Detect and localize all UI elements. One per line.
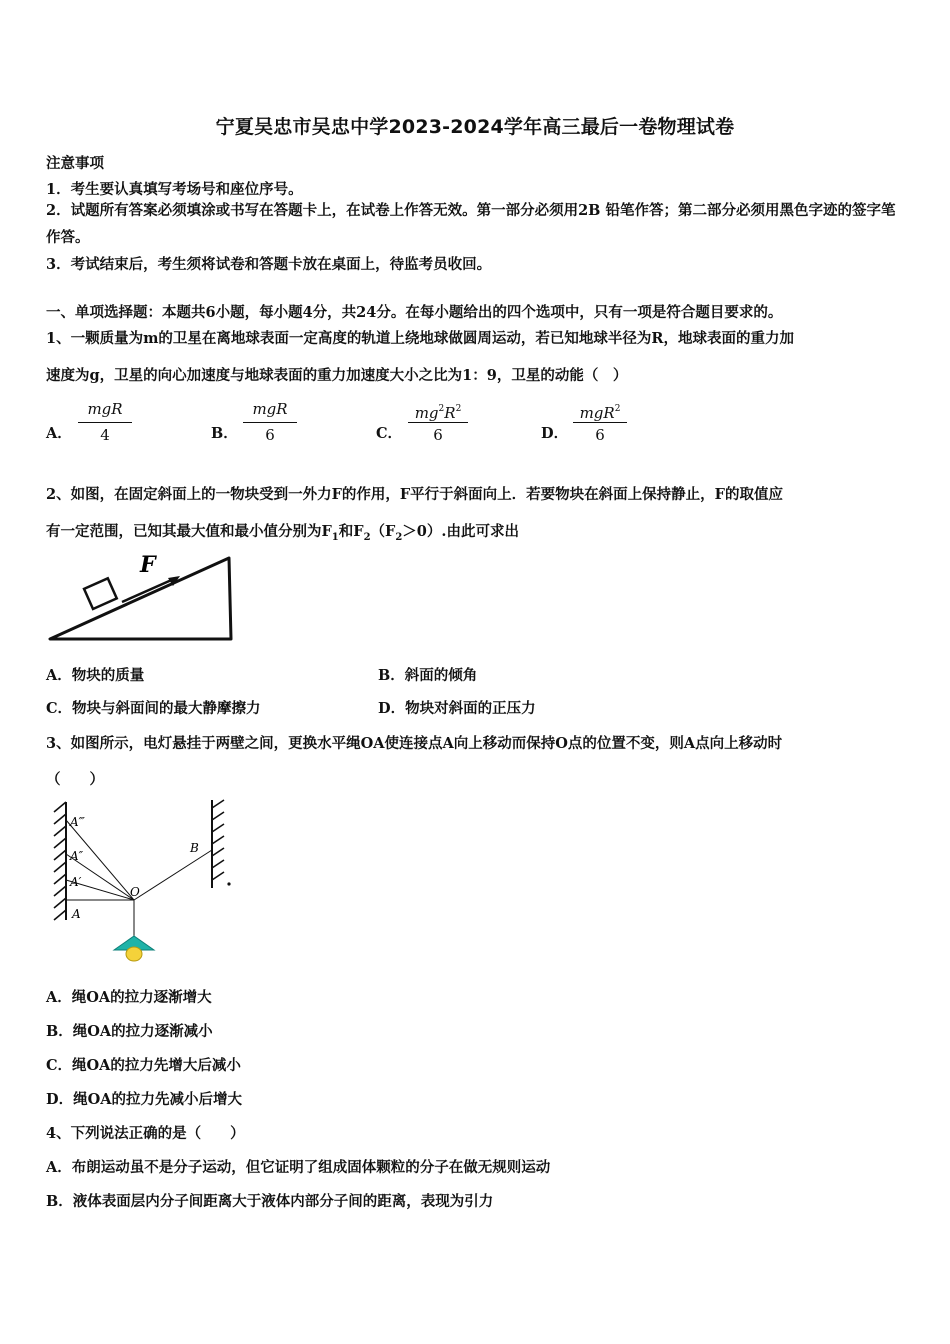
fraction-numerator: mgR	[87, 400, 123, 418]
fraction-bar	[78, 422, 132, 423]
fraction	[573, 398, 627, 445]
q1-stem-line2: 速度为g，卫星的向心加速度与地球表面的重力加速度大小之比为1：9，卫星的动能（ ）	[46, 367, 628, 384]
left-wall-hatching	[54, 802, 66, 920]
q2-stem-line2: 有一定范围，已知其最大值和最小值分别为$F_1$和$F_2(F_2>0)$.由此可求出	[46, 523, 519, 543]
q2-option-c[interactable]: C．物块与斜面间的最大静摩擦力	[46, 700, 261, 717]
q2-option-d[interactable]: D．物块对斜面的正压力	[378, 700, 536, 717]
q3-stem-line1: 3、如图所示，电灯悬挂于两壁之间，更换水平绳OA使连接点A向上移动而保持O点的位置不变，则A点向上移动时	[46, 735, 783, 752]
fraction	[78, 398, 132, 445]
right-wall-hatching	[212, 800, 224, 880]
rope-ob	[134, 850, 212, 900]
q3-option-b[interactable]: B．绳OA的拉力逐渐减小	[46, 1023, 213, 1040]
notice-heading: 注意事项	[46, 155, 104, 172]
fraction	[408, 398, 468, 445]
lamp-figure	[46, 798, 246, 973]
option-label: D．	[541, 425, 569, 442]
q3-stem-line2: （ ）	[46, 771, 104, 788]
q3-option-c[interactable]: C．绳OA的拉力先增大后减小	[46, 1057, 241, 1074]
q2-stem-line1: 2、如图，在固定斜面上的一物块受到一外力F的作用，F平行于斜面向上．若要物块在斜面上保持静止，F的取值应	[46, 486, 783, 503]
option-label: B．	[211, 425, 238, 442]
q2-option-a[interactable]: A．物块的质量	[46, 667, 145, 684]
lamp-bulb	[126, 947, 142, 961]
fraction-numerator: mgR$^2$	[579, 404, 621, 422]
fraction-bar	[243, 422, 297, 423]
label-b: B	[190, 841, 199, 855]
incline-figure	[46, 548, 241, 646]
ropes	[66, 820, 212, 938]
fraction-denominator: 6	[433, 426, 443, 444]
notice-item-1: 1．考生要认真填写考场号和座位序号。	[46, 181, 303, 198]
q1-stem-line1: 1、一颗质量为m的卫星在离地球表面一定高度的轨道上绕地球做圆周运动，若已知地球半径为R，地球表面的重力加	[46, 330, 794, 347]
q4-stem: 4、下列说法正确的是（ ）	[46, 1125, 245, 1142]
q2-option-b[interactable]: B．斜面的倾角	[378, 667, 478, 684]
block-rect	[84, 578, 117, 609]
block	[84, 578, 117, 609]
fraction-denominator: 6	[595, 426, 605, 444]
fraction-numerator: $mg^2R^2$	[414, 404, 462, 422]
label-a3: A‴	[70, 815, 85, 829]
section1-heading: 一、单项选择题：本题共6小题，每小题4分，共24分。在每小题给出的四个选项中，只有一项是符合题目要求的。	[46, 304, 783, 321]
force-label: F	[140, 552, 156, 578]
option-label: C．	[376, 425, 403, 442]
wall-dot	[227, 882, 230, 885]
page-title: 宁夏吴忠市吴忠中学2023-2024学年高三最后一卷物理试卷	[215, 116, 735, 138]
fraction-numerator: mgR	[252, 400, 288, 418]
q4-option-a[interactable]: A．布朗运动虽不是分子运动，但它证明了组成固体颗粒的分子在做无规则运动	[46, 1159, 551, 1176]
fraction	[243, 398, 297, 445]
fraction-bar	[408, 422, 468, 423]
q4-option-b[interactable]: B．液体表面层内分子间距离大于液体内部分子间的距离，表现为引力	[46, 1193, 494, 1210]
fraction-bar	[573, 422, 627, 423]
q3-option-d[interactable]: D．绳OA的拉力先减小后增大	[46, 1091, 242, 1108]
label-a: A	[72, 907, 81, 921]
fraction-denominator: 6	[265, 426, 275, 444]
q3-option-a[interactable]: A．绳OA的拉力逐渐增大	[46, 989, 212, 1006]
fraction-denominator: 4	[100, 426, 110, 444]
label-a2: A″	[70, 849, 84, 863]
notice-item-3: 3．考试结束后，考生须将试卷和答题卡放在桌面上，待监考员收回。	[46, 256, 492, 273]
force-arrow-line	[122, 578, 176, 602]
notice-item-2: 2．试题所有答案必须填涂或书写在答题卡上，在试卷上作答无效。第一部分必须用2B 铅笔作答；第二部分必须用黑色字迹的签字笔作答。	[46, 202, 896, 246]
label-o: O	[130, 885, 140, 899]
label-a1: A′	[70, 875, 82, 889]
option-label: A．	[46, 425, 72, 442]
